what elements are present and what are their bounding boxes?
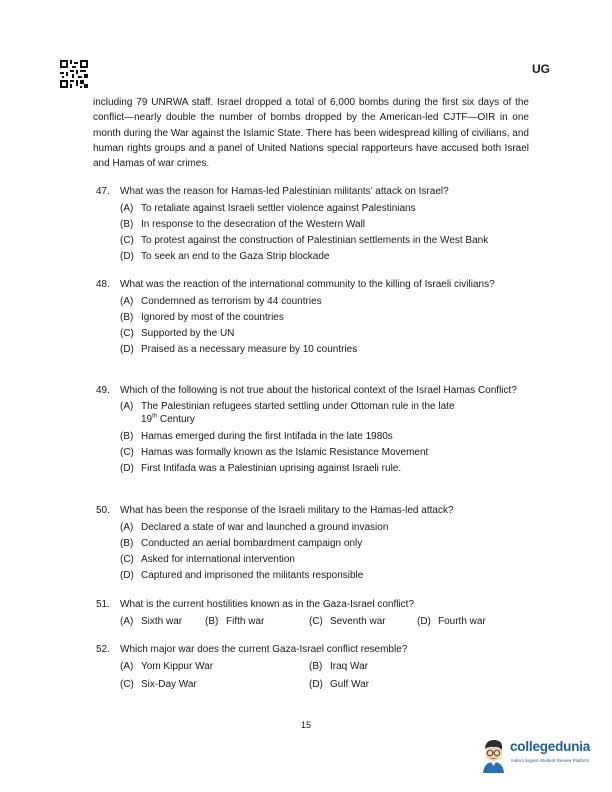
option-b: (B) Ignored by most of the countries [120,312,284,323]
option-c: (C) Six-Day War [120,679,197,690]
logo-tagline: India's largest Student Review Platform [511,758,590,763]
question-47 [96,185,532,265]
option-b: (B) Fifth war [205,616,265,627]
question-48 [96,278,532,358]
question-51 [96,598,532,630]
student-mascot-icon [478,737,508,773]
logo-wordmark: collegedunia [510,739,591,754]
page-number: 15 [300,720,311,730]
paper-code: UG [532,62,550,76]
question-text: What was the reason for Hamas-led Palestinian militants’ attack on Israel? [120,186,449,197]
option-a: (A) Declared a state of war and launched a ground invasion [120,522,389,533]
option-c: (C) To protest against the construction of Palestinian settlements in the West Bank [120,235,489,246]
question-text: Which major war does the current Gaza-Israel conflict resemble? [120,644,408,655]
option-d: (D) First Intifada was a Palestinian uprising against Israeli rule. [120,463,402,474]
question-number: 50. [96,505,110,516]
question-number: 48. [96,279,110,290]
option-a: (A) Condemned as terrorism by 44 countries [120,296,322,307]
option-d: (D) Gulf War [309,679,370,690]
question-50 [96,504,532,584]
option-c: (C) Supported by the UN [120,328,235,339]
question-49 [96,384,532,477]
option-b: (B) In response to the desecration of the Western Wall [120,219,366,230]
option-c: (C) Asked for international intervention [120,554,295,565]
intro-paragraph: including 79 UNRWA staff. Israel dropped a total of 6,000 bombs during the first six days of the conflict—nearly double the number of bombs dropped by the American-led CJTF—OIR in one month during the War against the Islamic State. There has been widespread killing of civilians, and human rights groups and a panel of United Nations special rapporteurs have accused both Israel and Hamas of war crimes. [93,97,529,170]
option-c: (C) Hamas was formally known as the Islamic Resistance Movement [120,447,429,458]
option-d: (D) Captured and imprisoned the militants responsible [120,570,364,581]
collegedunia-logo [478,737,598,773]
option-b: (B) Iraq War [309,661,368,672]
question-number: 47. [96,186,110,197]
question-52 [96,643,532,693]
option-a: (A) Sixth war [120,616,183,627]
qr-code-icon [60,60,88,88]
option-a: (A) The Palestinian refugees started settling under Ottoman rule in the late 19th Century [120,401,455,425]
option-d: (D) Fourth war [417,616,486,627]
question-text: What has been the response of the Israeli military to the Hamas-led attack? [120,505,454,516]
question-number: 49. [96,385,110,396]
option-c: (C) Seventh war [309,616,386,627]
question-text: What is the current hostilities known as in the Gaza-Israel conflict? [120,599,415,610]
question-number: 52. [96,644,110,655]
option-d: (D) To seek an end to the Gaza Strip blockade [120,251,330,262]
option-a: (A) To retaliate against Israeli settler violence against Palestinians [120,203,416,214]
question-number: 51. [96,599,110,610]
option-a: (A) Yom Kippur War [120,661,214,672]
option-b: (B) Hamas emerged during the first Intifada in the late 1980s [120,431,393,442]
option-b: (B) Conducted an aerial bombardment campaign only [120,538,363,549]
option-d: (D) Praised as a necessary measure by 10 countries [120,344,358,355]
question-text: Which of the following is not true about the historical context of the Israel Hamas Conflict? [120,385,517,396]
question-text: What was the reaction of the international community to the killing of Israeli civilians? [120,279,495,290]
